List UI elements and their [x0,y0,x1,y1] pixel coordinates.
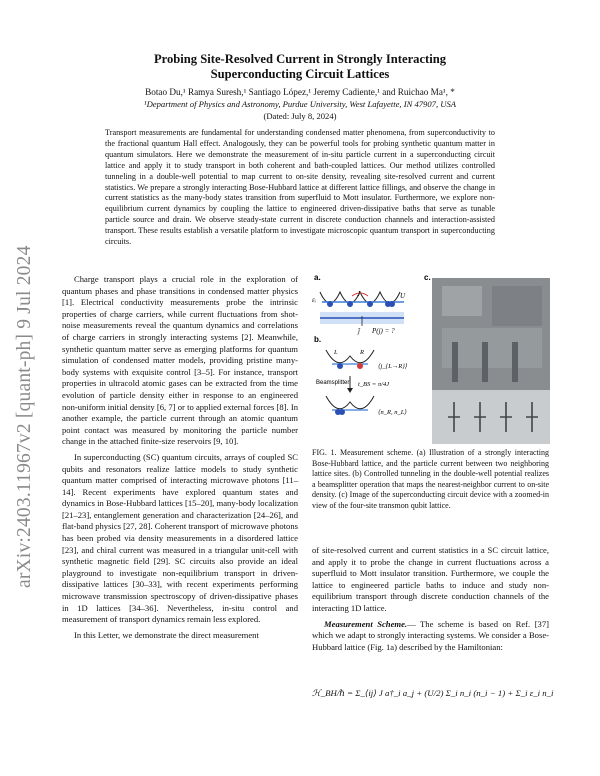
intro-paragraph-3: In this Letter, we demonstrate the direct measurement [74,629,259,640]
right-paragraph-1: of site-resolved current and current statistics in a SC circuit lattice, and apply it to probe the change in current fluctuations across a superfluid to Mott insulator transition. Furthermore, we couple the lattice to engineered particle baths to induce and study non-equilibrium transport through discrete conduction channels of the interacting 1D lattice. [312,545,549,613]
intro-paragraph-2: In superconducting (SC) quantum circuits, arrays of coupled SC qubits and resonators realize lattice models to study synthetic quantum matter comprised of interacting microwave photons [11–14]. Recent experiments have explored quantum states and dynamics in Bose-Hubbard lattices [15–20], many-body localization [21–23], entanglement generation and characterization [24–26], and flat-band physics [27, 28]. Coherent transport of microwave photons has been probed via density measurements in a disordered lattice [23], and chiral current was measured in a triangular unit-cell with synthetic magnetic field [29]. SC circuits also provide an ideal playground to investigate non-equilibrium transport in driven-dissipative lattices [30–33], with recent experiments performing microwave transmission spectroscopy of driven-dissipative phases in 1D lattices [34–36]. Nevertheless, in-situ control and measurement of transport dynamics remain less explored. [62,451,298,625]
left-column [62,274,298,641]
title-line-2: Superconducting Circuit Lattices [210,67,390,81]
chip-region-2 [492,286,542,326]
tbs-label: t_BS = π/4J [358,381,390,388]
author-list: Botao Du,¹ Ramya Suresh,¹ Santiago López,¹ Jeremy Cadiente,¹ and Ruichao Ma¹, * [145,87,455,97]
particle-3 [367,301,373,307]
l-label: L [334,349,338,356]
u-label: U [400,292,406,300]
panel-a-label: a. [314,273,321,282]
title-line-1: Probing Site-Resolved Current in Strongly Interacting [153,52,447,66]
figure-caption: FIG. 1. Measurement scheme. (a) Illustration of a strongly interacting Bose-Hubbard lattice, and the particle current between two neighboring lattice sites. (b) Controlled tunneling in the double-well potential realizes a beamsplitter operation that maps the nearest-neighbor current to on-site density. (c) Image of the superconducting circuit device with a zoomed-in view of the four-site transmon qubit lattice. [312,448,549,510]
panel-c-label: c. [424,273,431,282]
right-paragraph-2 [312,619,549,654]
chip-trace-1 [452,342,458,382]
hamiltonian-equation: ℋ_BH/ℏ = Σ_⟨ij⟩ J a†_i a_j + (U/2) Σ_i n_i (n_i − 1) + Σ_i ε_i n_i [312,688,554,698]
arrow-head [347,388,353,393]
chip-region-1 [442,286,482,316]
pj-label: P(j) = ? [372,327,395,335]
chip-trace-2 [482,342,488,382]
abstract: Transport measurements are fundamental for understanding condensed matter phenomena, from superconductivity to the fractional quantum Hall effect. Analogously, they can be powerful tools for probing synthetic quantum matter in quantum simulators. Here we demonstrate the measurement of in-situ particle current in a superconducting circuit lattice and apply it to study transport in both coherent and bath-coupled lattices. Our method utilizes controlled tunneling in a double-well potential to map current to on-site density, revealing site-resolved current and current statistics. We prepare a strongly interacting Bose-Hubbard lattice at different lattice fillings, and observe the change in current statistics as the many-body states transition from superfluid to Mott insulator. Furthermore, we explore non-equilibrium current dynamics by coupling the lattice to engineered driven-dissipative baths that serve as tunable particle source and drain. We observe steady-state current in discrete conduction channels and interaction-assisted transport. These results establish a versatile platform to investigate microscopic quantum transport in superconducting circuits. [105,128,495,247]
panel-b-label: b. [314,335,322,344]
right-column [312,545,549,653]
figure-1 [312,272,552,444]
double-well-2 [326,396,374,409]
paper-title [90,52,510,82]
date-line: (Dated: July 8, 2024) [263,111,337,121]
epsilon-label: εᵢ [312,296,316,304]
particle-2 [347,301,353,307]
section-heading: Measurement Scheme. [324,618,408,629]
chip-trace-3 [512,342,518,382]
intro-paragraph-1: Charge transport plays a crucial role in the exploration of quantum phases and phase transitions in condensed matter physics [1]. Electrical conductivity measurements probe the intrinsic properties of charge carriers, while current fluctuations from shot-noise measurements reveal the quantum dynamics and correlations of charge carriers in strongly interacting systems [2]. Meanwhile, synthetic quantum matter serve as emerging platforms for quantum simulation of condensed matter models, providing pristine many-body systems with exquisite control [3–5]. For instance, transport properties in ultracold atomic gases can be extracted from the time evolution of particle density either in response to an engineered non-uniform initial density [6, 7] or to applied external forces [8]. In another example, the particle current through an atomic quantum point contact was measured by monitoring the particle number change in the attached finite-size reservoirs [9, 10]. [62,274,298,447]
jhat-label: ĵ [358,327,360,335]
dw-particle-r [357,363,363,369]
arxiv-identifier: arXiv:2403.11967v2 [quant-ph] 9 Jul 2024 [14,245,35,588]
r-label: R [360,349,364,356]
affiliation: ¹Department of Physics and Astronomy, Purdue University, West Lafayette, IN 47907, USA [144,99,456,109]
dw2-particle-2 [339,409,345,415]
particle-5 [389,301,395,307]
dw-particle-l [337,363,343,369]
right-paragraph-2-text: — The scheme is based on Ref. [37] which we adapt to strongly interacting systems. We consider a Bose-Hubbard lattice (Fig. 1a) described by the Hamiltonian: [312,618,550,652]
particle-1 [327,301,333,307]
jlr-label: ⟨j_{L→R}⟩ [378,363,408,370]
nlr-label: ⟨n_R, n_L⟩ [378,409,407,416]
beamsplitter-label: Beamsplitter [316,380,350,386]
j-label: J [357,290,361,298]
